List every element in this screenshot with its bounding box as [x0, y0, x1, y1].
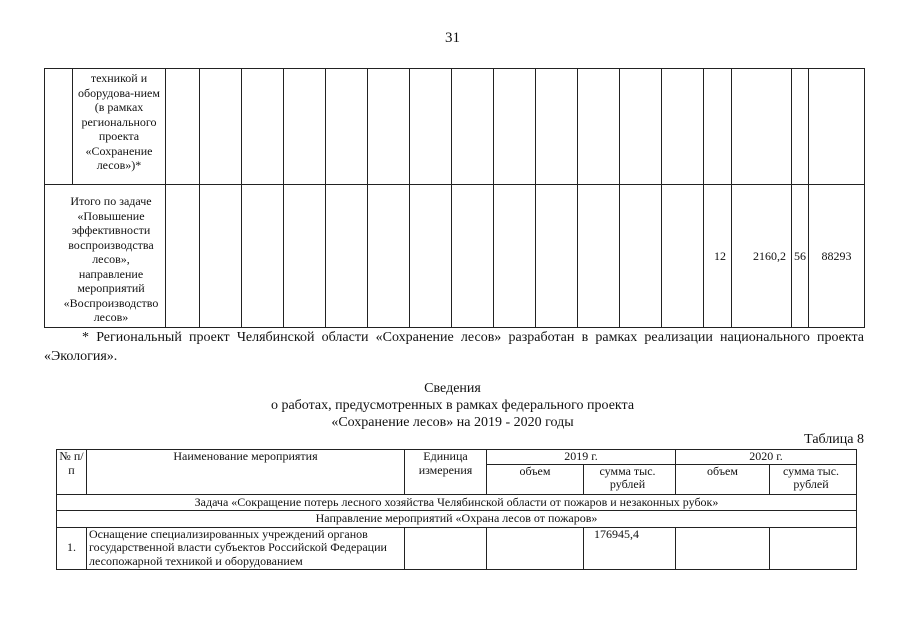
section-heading: [0, 380, 905, 431]
heading-line: «Сохранение лесов» на 2019 - 2020 годы: [331, 415, 574, 430]
row-label: Итого по задаче «Повышение эффективности воспроизводства лесов», направление мероприятий «Воспроизводство лесов»: [45, 185, 166, 328]
row-name: Оснащение специализированных учреждений органов государственной власти субъектов Российской Федерации лесопожарной техникой и оборудованием: [87, 527, 405, 569]
table-header-row: [57, 450, 857, 465]
column-header: Наименование мероприятия: [87, 450, 405, 495]
direction-row: [57, 511, 857, 528]
heading-line: Сведения: [424, 381, 481, 396]
task-title: Задача «Сокращение потерь лесного хозяйства Челябинской области от пожаров и незаконных рубок»: [57, 494, 857, 511]
sum-2019: 176945,4: [584, 527, 676, 569]
year-header: 2019 г.: [487, 450, 676, 465]
table-label: Таблица 8: [804, 432, 864, 447]
heading-line: о работах, предусмотренных в рамках федерального проекта: [270, 398, 635, 413]
row-index: 1.: [57, 527, 87, 569]
works-table: [56, 449, 857, 570]
total-value: 12: [704, 185, 732, 328]
total-value: 88293: [809, 185, 865, 328]
table-row: [45, 185, 865, 328]
column-header: объем: [676, 464, 770, 494]
row-label: техникой и оборудова-нием (в рамках регионального проекта «Сохранение лесов»)*: [73, 69, 166, 185]
column-header: сумма тыс. рублей: [584, 464, 676, 494]
footnote: * Региональный проект Челябинской области «Сохранение лесов» разработан в рамках реализации национального проекта «Экология».: [44, 330, 864, 364]
year-header: 2020 г.: [676, 450, 857, 465]
column-header: № п/п: [57, 450, 87, 495]
table-row: [45, 69, 865, 185]
total-value: 56: [792, 185, 809, 328]
table-row: [57, 527, 857, 569]
total-value: 2160,2: [732, 185, 792, 328]
task-row: [57, 494, 857, 511]
direction-title: Направление мероприятий «Охрана лесов от пожаров»: [57, 511, 857, 528]
page-number: 31: [445, 30, 460, 46]
column-header: объем: [487, 464, 584, 494]
continuation-table: [44, 68, 865, 328]
column-header: сумма тыс. рублей: [770, 464, 857, 494]
column-header: Единица измерения: [405, 450, 487, 495]
